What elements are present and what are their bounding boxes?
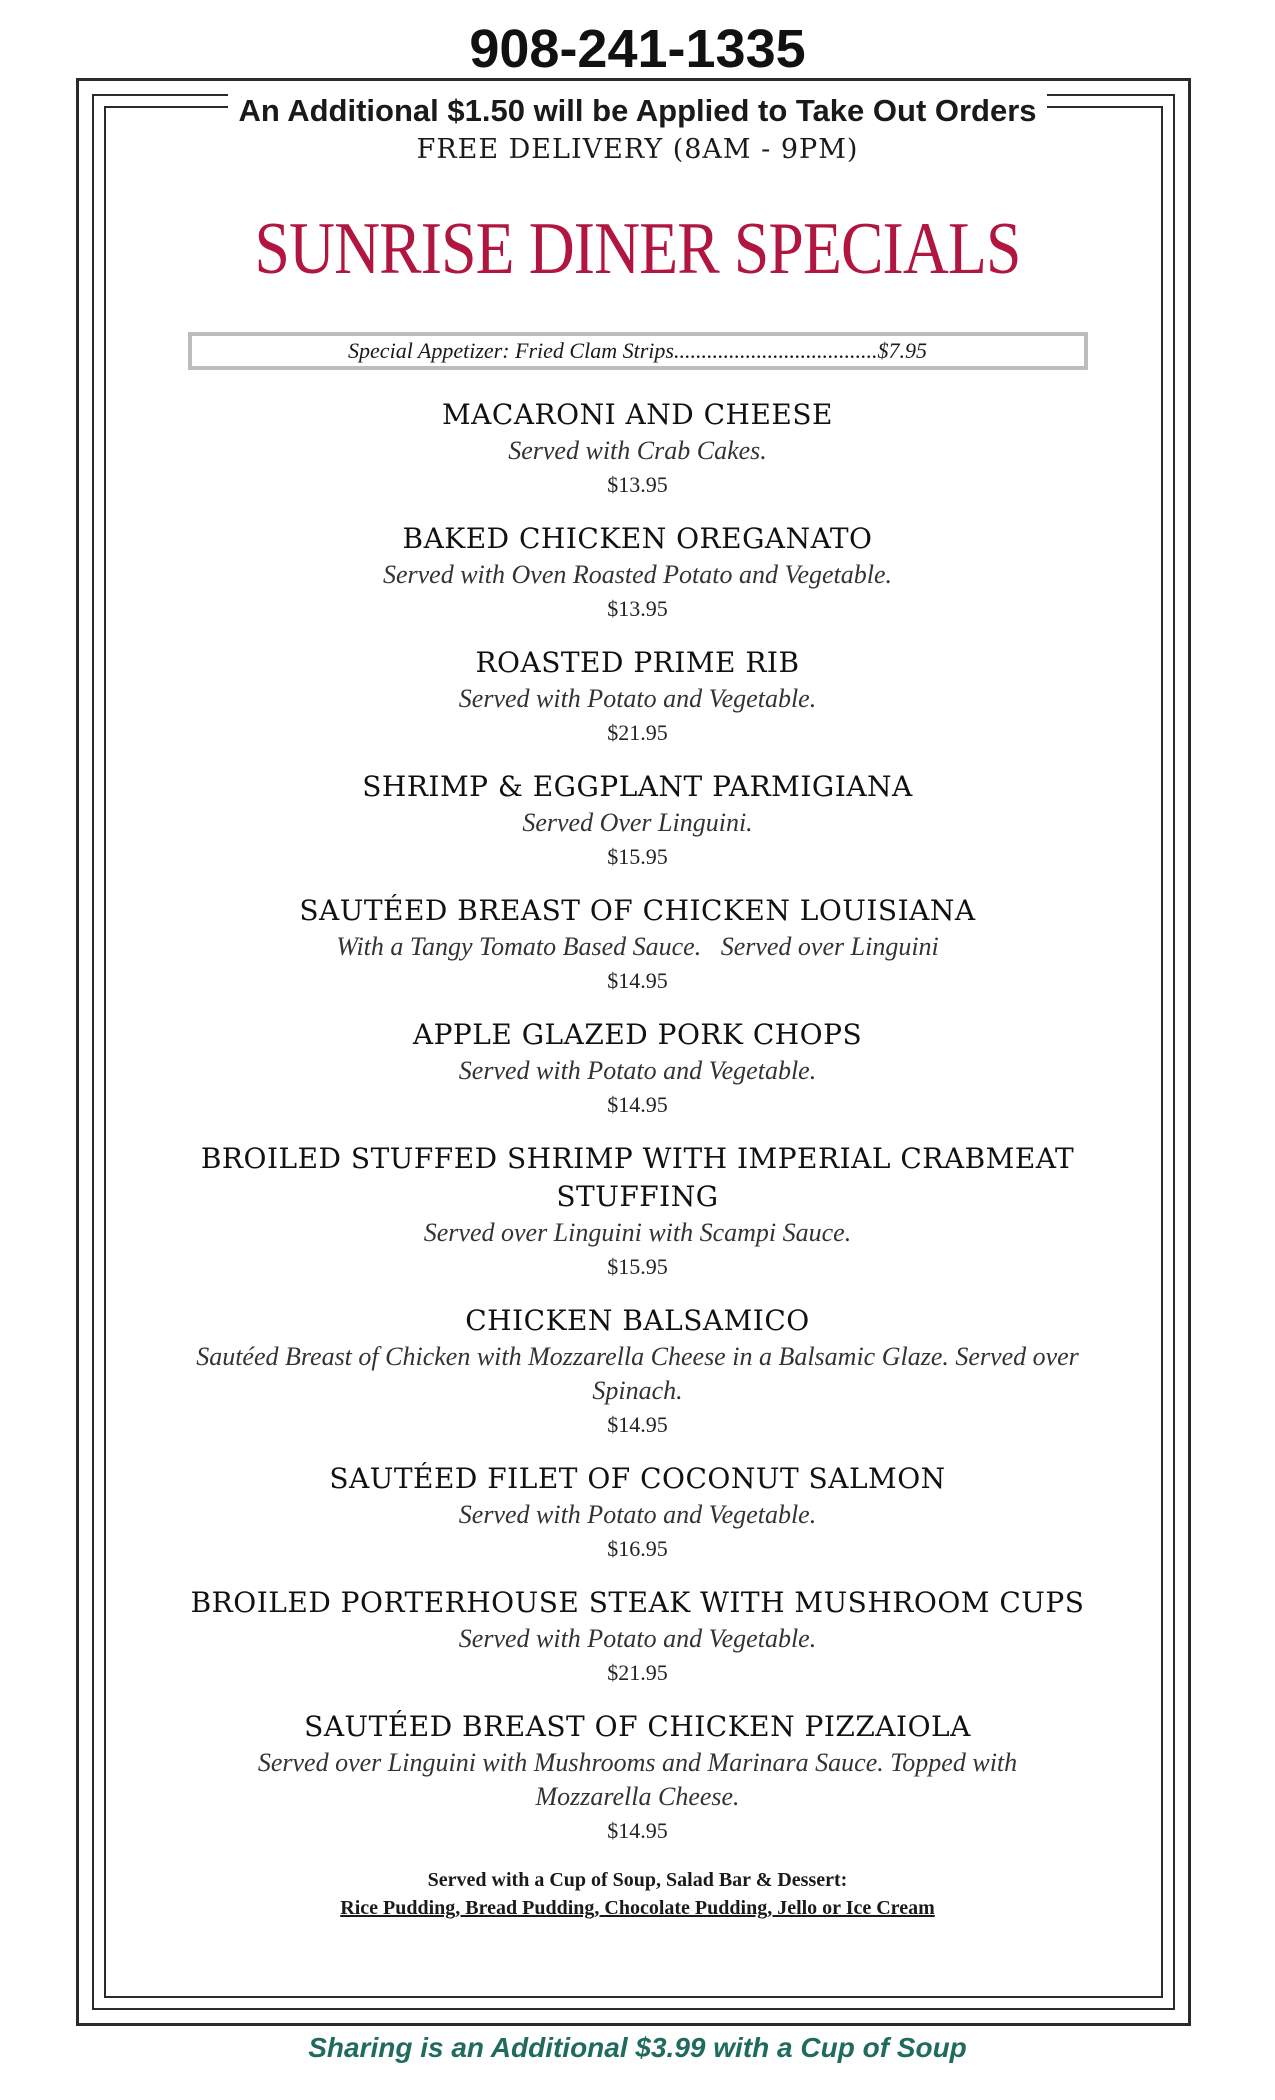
item-description: Served with Potato and Vegetable. [458,1624,817,1653]
item-description: Served with Crab Cakes. [508,436,767,465]
item-name: SAUTÉED BREAST OF CHICKEN LOUISIANA [299,894,976,927]
menu-item [110,1584,1165,1690]
item-price: $13.95 [607,596,668,621]
menu-item [110,520,1165,626]
item-description: Sautéed Breast of Chicken with Mozzarella Cheese in a Balsamic Glaze. Served over Spinach. [196,1342,1079,1405]
menu-item [110,768,1165,874]
item-price: $14.95 [607,1412,668,1437]
item-name: MACARONI AND CHEESE [442,398,833,431]
item-name: BROILED PORTERHOUSE STEAK WITH MUSHROOM CUPS [190,1586,1085,1619]
menu-item [110,1302,1165,1442]
item-price: $14.95 [607,1092,668,1117]
menu-item [110,1460,1165,1566]
delivery-notice: FREE DELIVERY (8AM - 9PM) [416,134,859,165]
item-price: $21.95 [607,720,668,745]
item-description: Served Over Linguini. [522,808,753,837]
item-price: $14.95 [607,968,668,993]
item-name: SAUTÉED FILET OF COCONUT SALMON [329,1462,946,1495]
item-description: Served with Potato and Vegetable. [458,1056,817,1085]
item-name: BAKED CHICKEN OREGANATO [402,522,873,555]
menu-item [110,644,1165,750]
included-sides-line2: Rice Pudding, Bread Pudding, Chocolate Pudding, Jello or Ice Cream [340,1897,935,1919]
item-price: $13.95 [607,472,668,497]
item-name: SHRIMP & EGGPLANT PARMIGIANA [362,770,913,803]
special-appetizer-text: Special Appetizer: Fried Clam Strips.....................................$7.95 [348,338,927,363]
item-description: Served over Linguini with Mushrooms and Marinara Sauce. Topped with Mozzarella Cheese. [257,1748,1018,1811]
item-name: SAUTÉED BREAST OF CHICKEN PIZZAIOLA [304,1710,971,1743]
takeout-notice: An Additional $1.50 will be Applied to Take Out Orders [228,92,1046,130]
item-name: BROILED STUFFED SHRIMP WITH IMPERIAL CRABMEAT STUFFING [200,1142,1075,1213]
specials-list [110,396,1165,1848]
menu-item [110,1140,1165,1284]
included-sides-line1: Served with a Cup of Soup, Salad Bar & Dessert: [427,1869,848,1891]
item-description: Served with Potato and Vegetable. [458,684,817,713]
item-description: Served with Oven Roasted Potato and Vegetable. [382,560,893,589]
item-price: $16.95 [607,1536,668,1561]
item-description: Served over Linguini with Scampi Sauce. [423,1218,852,1247]
item-price: $15.95 [607,844,668,869]
item-price: $21.95 [607,1660,668,1685]
item-name: ROASTED PRIME RIB [475,646,800,679]
phone-number: 908-241-1335 [469,19,806,79]
menu-content [110,92,1165,1922]
item-name: CHICKEN BALSAMICO [465,1304,810,1337]
menu-item [110,396,1165,502]
item-price: $14.95 [607,1818,668,1843]
sharing-notice: Sharing is an Additional $3.99 with a Cup of Soup [308,2032,967,2063]
item-description: Served with Potato and Vegetable. [458,1500,817,1529]
menu-title: SUNRISE DINER SPECIALS [254,208,1021,290]
menu-item [110,1708,1165,1848]
special-appetizer-box [188,332,1088,370]
included-sides-note [110,1866,1165,1922]
item-name: APPLE GLAZED PORK CHOPS [412,1018,863,1051]
item-description: With a Tangy Tomato Based Sauce. Served over Linguini [336,932,939,961]
item-price: $15.95 [607,1254,668,1279]
menu-item [110,892,1165,998]
menu-item [110,1016,1165,1122]
